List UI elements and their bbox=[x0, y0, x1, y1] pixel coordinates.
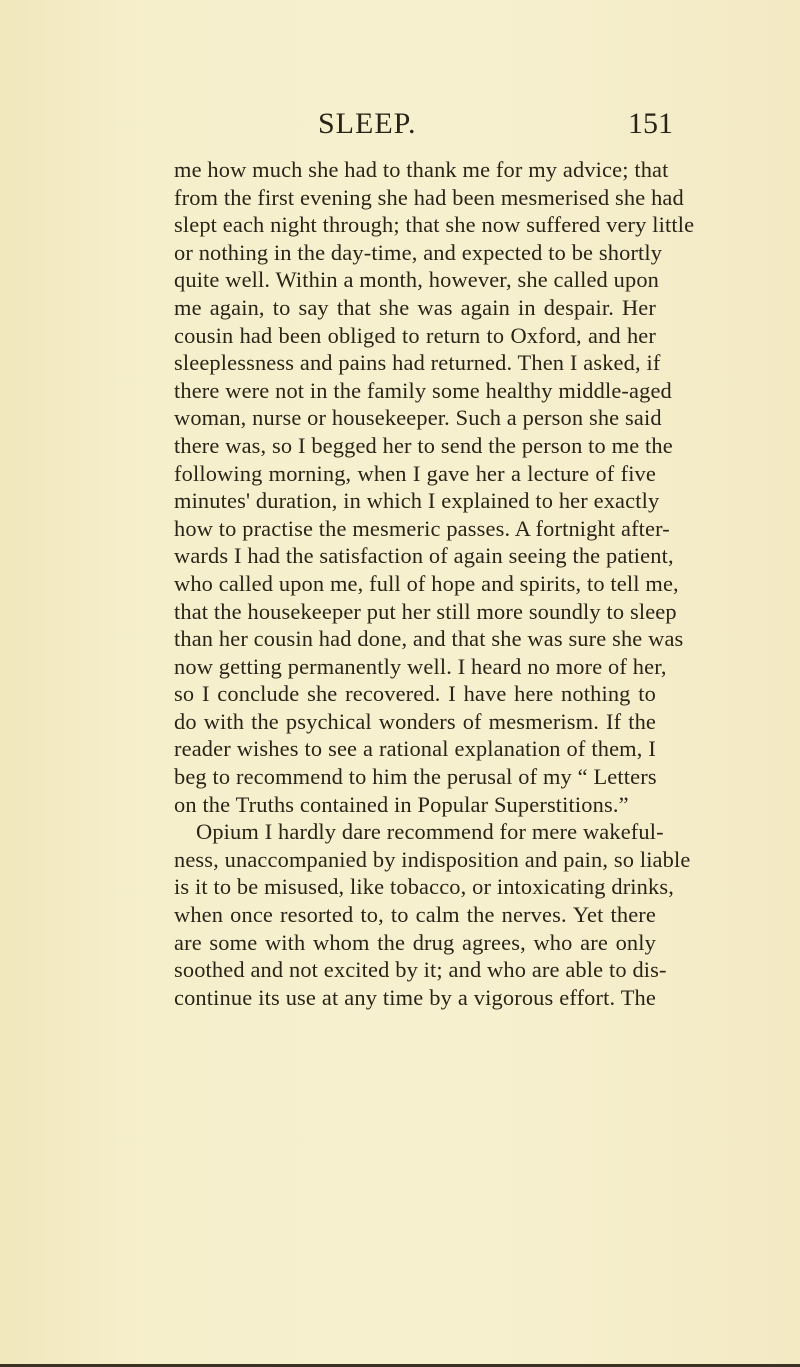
text-line: minutes' duration, in which I explained to her exactly bbox=[174, 488, 660, 514]
text-line: beg to recommend to him the perusal of my “ Letters bbox=[174, 764, 657, 790]
text-line: wards I had the satisfaction of again seeing the patient, bbox=[174, 543, 674, 569]
body-text bbox=[174, 156, 695, 1011]
text-line: reader wishes to see a rational explanation of them, I bbox=[174, 736, 656, 762]
text-line: so I conclude she recovered. I have here nothing to bbox=[174, 681, 656, 707]
text-line: sleeplessness and pains had returned. Then I asked, if bbox=[174, 350, 661, 376]
text-line: who called upon me, full of hope and spirits, to tell me, bbox=[174, 570, 679, 596]
text-line: do with the psychical wonders of mesmerism. If the bbox=[174, 708, 656, 734]
running-head bbox=[0, 104, 800, 144]
text-line: there were not in the family some healthy middle-aged bbox=[174, 377, 672, 403]
text-line: on the Truths contained in Popular Superstitions.” bbox=[174, 791, 629, 817]
text-line: cousin had been obliged to return to Oxford, and her bbox=[174, 322, 656, 348]
text-line: that the housekeeper put her still more soundly to sleep bbox=[174, 598, 677, 624]
text-line: soothed and not excited by it; and who are able to dis- bbox=[174, 957, 667, 983]
text-line: quite well. Within a month, however, she called upon bbox=[174, 267, 660, 293]
text-line: how to practise the mesmeric passes. A fortnight after- bbox=[174, 515, 670, 541]
text-line: following morning, when I gave her a lecture of five bbox=[174, 460, 656, 486]
text-line: me how much she had to thank me for my advice; that bbox=[174, 157, 669, 182]
text-line: now getting permanently well. I heard no more of her, bbox=[174, 653, 667, 679]
text-line: than her cousin had done, and that she was sure she was bbox=[174, 626, 684, 652]
running-title: SLEEP. bbox=[318, 107, 417, 140]
page-number: 151 bbox=[628, 107, 673, 140]
text-line: ness, unaccompanied by indisposition and pain, so liable bbox=[174, 846, 691, 872]
text-line: or nothing in the day-time, and expected to be shortly bbox=[174, 239, 663, 265]
text-line: is it to be misused, like tobacco, or intoxicating drinks, bbox=[174, 874, 674, 900]
text-line: woman, nurse or housekeeper. Such a person she said bbox=[174, 405, 662, 431]
text-line: me again, to say that she was again in despair. Her bbox=[174, 294, 656, 320]
text-line: slept each night through; that she now suffered very little bbox=[174, 212, 695, 238]
text-line: are some with whom the drug agrees, who are only bbox=[174, 929, 656, 955]
text-line: Opium I hardly dare recommend for mere wakeful- bbox=[196, 819, 664, 845]
text-line: from the first evening she had been mesmerised she had bbox=[174, 184, 684, 210]
text-line: when once resorted to, to calm the nerves. Yet there bbox=[174, 902, 656, 928]
text-line: there was, so I begged her to send the person to me the bbox=[174, 432, 673, 458]
text-line: continue its use at any time by a vigorous effort. The bbox=[174, 984, 656, 1010]
